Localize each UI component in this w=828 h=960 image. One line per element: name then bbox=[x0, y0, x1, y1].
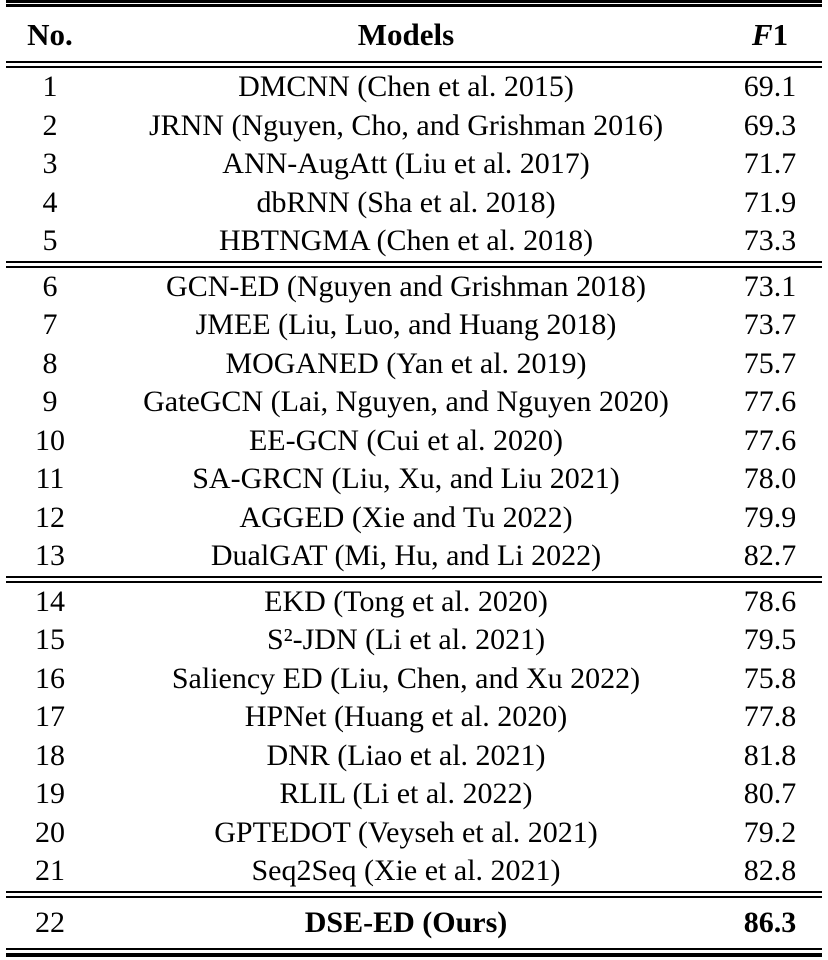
header-f1-letter: F bbox=[751, 16, 773, 52]
table-header-row bbox=[6, 7, 822, 61]
table-row bbox=[6, 698, 822, 737]
row-number: 18 bbox=[35, 738, 65, 772]
model-name: JMEE (Liu, Luo, and Huang 2018) bbox=[195, 308, 617, 342]
section-separator-rule-3 bbox=[6, 891, 822, 898]
table-row bbox=[6, 814, 822, 853]
model-name: SA-GRCN (Liu, Xu, and Liu 2021) bbox=[192, 462, 620, 496]
model-name: Seq2Seq (Xie et al. 2021) bbox=[251, 854, 561, 888]
f1-score: 77.6 bbox=[743, 385, 797, 419]
f1-score: 73.3 bbox=[743, 224, 797, 258]
model-name: GCN-ED (Nguyen and Grishman 2018) bbox=[166, 269, 646, 303]
model-name: DSE-ED (Ours) bbox=[304, 905, 508, 939]
f1-score: 79.5 bbox=[743, 623, 797, 657]
table-row bbox=[6, 145, 822, 184]
row-number: 11 bbox=[35, 462, 65, 496]
model-name: EKD (Tong et al. 2020) bbox=[264, 584, 548, 618]
header-f1 bbox=[718, 16, 822, 52]
row-number: 8 bbox=[42, 346, 58, 380]
table-row bbox=[6, 898, 822, 948]
row-number: 15 bbox=[35, 623, 65, 657]
row-number: 13 bbox=[35, 539, 65, 573]
row-number: 4 bbox=[42, 185, 58, 219]
table-row bbox=[6, 222, 822, 261]
row-number: 2 bbox=[42, 108, 58, 142]
model-name: GateGCN (Lai, Nguyen, and Nguyen 2020) bbox=[143, 385, 669, 419]
f1-score: 69.1 bbox=[743, 70, 797, 104]
f1-score: 77.8 bbox=[743, 700, 797, 734]
model-name: dbRNN (Sha et al. 2018) bbox=[256, 185, 556, 219]
table-section-1 bbox=[6, 68, 822, 261]
row-number: 19 bbox=[35, 777, 65, 811]
f1-score: 82.8 bbox=[743, 854, 797, 888]
header-separator-rule bbox=[6, 61, 822, 68]
table-section-ours bbox=[6, 898, 822, 948]
table-section-2 bbox=[6, 268, 822, 576]
f1-score: 86.3 bbox=[743, 905, 797, 939]
model-name: MOGANED (Yan et al. 2019) bbox=[225, 346, 587, 380]
row-number: 22 bbox=[35, 905, 65, 939]
row-number: 14 bbox=[35, 584, 65, 618]
f1-score: 79.2 bbox=[743, 815, 797, 849]
row-number: 20 bbox=[35, 815, 65, 849]
model-name: DualGAT (Mi, Hu, and Li 2022) bbox=[210, 539, 602, 573]
table-row bbox=[6, 422, 822, 461]
f1-score: 73.7 bbox=[743, 308, 797, 342]
table-row bbox=[6, 383, 822, 422]
results-table bbox=[6, 0, 822, 957]
f1-score: 75.8 bbox=[743, 661, 797, 695]
table-row bbox=[6, 306, 822, 345]
model-name: ANN-AugAtt (Liu et al. 2017) bbox=[222, 147, 590, 181]
f1-score: 69.3 bbox=[743, 108, 797, 142]
f1-score: 79.9 bbox=[743, 500, 797, 534]
table-row bbox=[6, 460, 822, 499]
table-row bbox=[6, 775, 822, 814]
f1-score: 71.9 bbox=[743, 185, 797, 219]
header-f1-digit: 1 bbox=[772, 16, 789, 52]
row-number: 16 bbox=[35, 661, 65, 695]
f1-score: 80.7 bbox=[743, 777, 797, 811]
header-models: Models bbox=[357, 16, 455, 52]
header-no: No. bbox=[27, 16, 73, 52]
table-row bbox=[6, 107, 822, 146]
f1-score: 75.7 bbox=[743, 346, 797, 380]
model-name: HPNet (Huang et al. 2020) bbox=[244, 700, 568, 734]
model-name: S²-JDN (Li et al. 2021) bbox=[266, 623, 546, 657]
table-row bbox=[6, 852, 822, 891]
table-bottom-rule bbox=[6, 948, 822, 957]
row-number: 7 bbox=[42, 308, 58, 342]
table-row bbox=[6, 583, 822, 622]
table-row bbox=[6, 621, 822, 660]
row-number: 3 bbox=[42, 147, 58, 181]
table-row bbox=[6, 345, 822, 384]
f1-score: 77.6 bbox=[743, 423, 797, 457]
table-row bbox=[6, 268, 822, 307]
row-number: 5 bbox=[42, 224, 58, 258]
row-number: 6 bbox=[42, 269, 58, 303]
row-number: 10 bbox=[35, 423, 65, 457]
row-number: 17 bbox=[35, 700, 65, 734]
row-number: 21 bbox=[35, 854, 65, 888]
model-name: Saliency ED (Liu, Chen, and Xu 2022) bbox=[171, 661, 641, 695]
section-separator-rule-1 bbox=[6, 261, 822, 268]
row-number: 9 bbox=[42, 385, 58, 419]
model-name: AGGED (Xie and Tu 2022) bbox=[239, 500, 573, 534]
f1-score: 82.7 bbox=[743, 539, 797, 573]
f1-score: 78.6 bbox=[743, 584, 797, 618]
table-row bbox=[6, 68, 822, 107]
section-separator-rule-2 bbox=[6, 576, 822, 583]
row-number: 1 bbox=[42, 70, 58, 104]
f1-score: 73.1 bbox=[743, 269, 797, 303]
f1-score: 71.7 bbox=[743, 147, 797, 181]
table-top-rule bbox=[6, 0, 822, 7]
table-row bbox=[6, 737, 822, 776]
f1-score: 81.8 bbox=[743, 738, 797, 772]
f1-score: 78.0 bbox=[743, 462, 797, 496]
table-row bbox=[6, 499, 822, 538]
table-section-3 bbox=[6, 583, 822, 891]
table-row bbox=[6, 660, 822, 699]
model-name: EE-GCN (Cui et al. 2020) bbox=[248, 423, 564, 457]
model-name: DMCNN (Chen et al. 2015) bbox=[238, 70, 574, 104]
table-row bbox=[6, 537, 822, 576]
model-name: GPTEDOT (Veyseh et al. 2021) bbox=[214, 815, 598, 849]
model-name: JRNN (Nguyen, Cho, and Grishman 2016) bbox=[148, 108, 664, 142]
model-name: DNR (Liao et al. 2021) bbox=[266, 738, 546, 772]
row-number: 12 bbox=[35, 500, 65, 534]
model-name: RLIL (Li et al. 2022) bbox=[279, 777, 533, 811]
model-name: HBTNGMA (Chen et al. 2018) bbox=[218, 224, 594, 258]
table-row bbox=[6, 184, 822, 223]
